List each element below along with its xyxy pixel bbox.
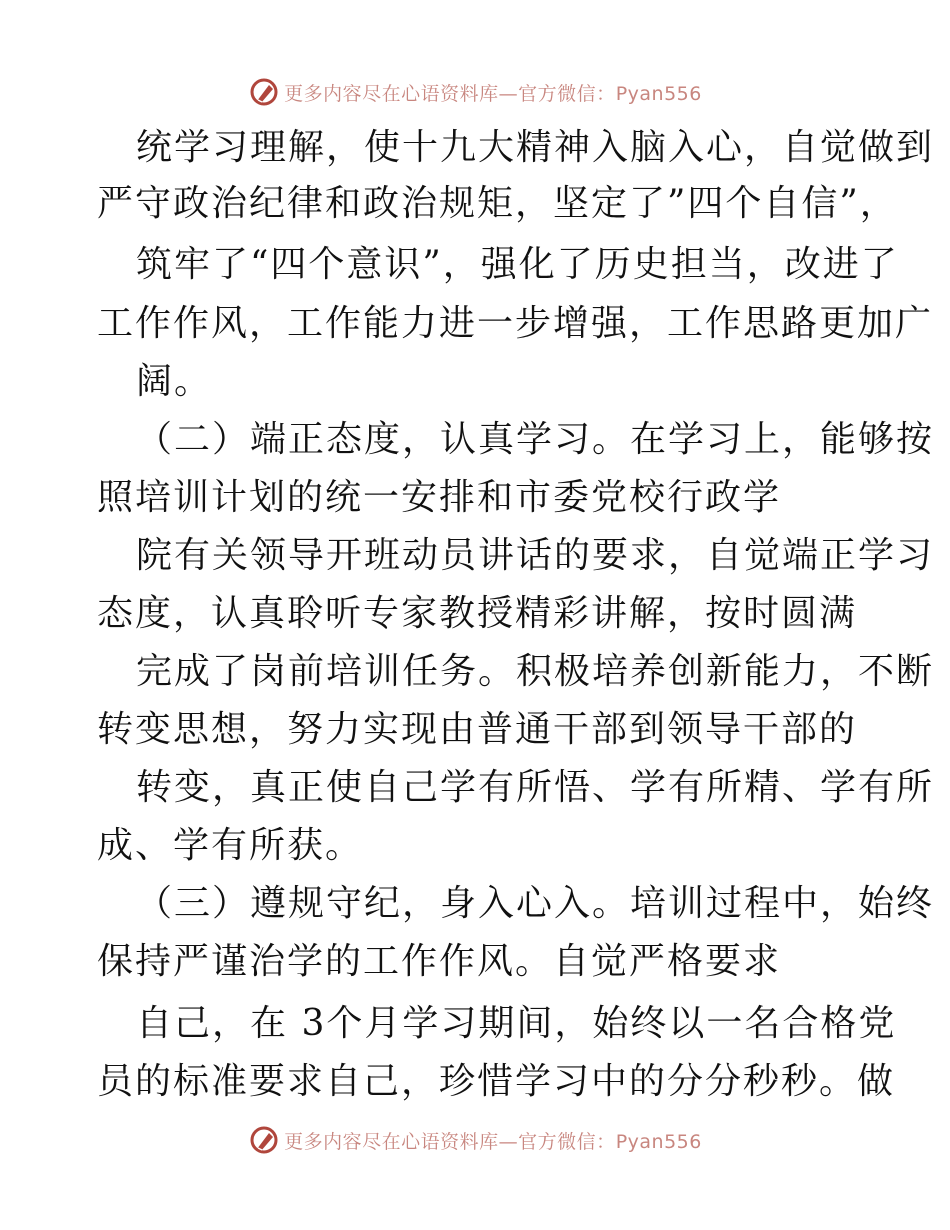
body-line: 保持严谨治学的工作作风。自觉严格要求: [97, 941, 782, 982]
footer-wechat-id: Pyan556: [615, 1130, 702, 1153]
header-wechat-label: 官方微信：: [518, 82, 616, 105]
body-line: 工作作风，工作能力进一步增强，工作思路更加广: [97, 303, 934, 344]
body-line: 转变思想，努力实现由普通干部到领导干部的: [97, 709, 858, 750]
body-line: （二）端正态度，认真学习。在学习上，能够按: [136, 419, 935, 460]
footer-watermark-text: [284, 1127, 702, 1154]
footer-wechat-label: 官方微信：: [518, 1130, 616, 1153]
body-line: 态度，认真聆听专家教授精彩讲解，按时圆满: [97, 593, 858, 634]
body-line: （三）遵规守纪，身入心入。培训过程中，始终: [136, 883, 935, 924]
body-line: 自己，在 3个月学习期间，始终以一名合格党: [136, 1003, 897, 1044]
body-line: 阔。: [136, 361, 213, 402]
body-line: 转变，真正使自己学有所悟、学有所精、学有所: [136, 767, 935, 808]
pen-nib-logo-icon: [248, 1124, 280, 1156]
footer-dash: —: [498, 1130, 519, 1153]
body-line: 照培训计划的统一安排和市委党校行政学: [97, 477, 782, 518]
body-line: 成、学有所获。: [97, 825, 364, 866]
header-brand-text: 更多内容尽在心语资料库: [284, 82, 499, 105]
footer-watermark: [0, 1120, 950, 1160]
body-line: 院有关领导开班动员讲话的要求，自觉端正学习: [136, 535, 935, 576]
pen-nib-logo-icon: [248, 76, 280, 108]
body-line: 筑牢了“四个意识”，强化了历史担当，改进了: [136, 244, 899, 285]
header-watermark: [0, 72, 950, 112]
body-line: 统学习理解，使十九大精神入脑入心，自觉做到: [136, 127, 935, 168]
header-dash: —: [498, 82, 519, 105]
header-wechat-id: Pyan556: [615, 82, 702, 105]
body-line: 严守政治纪律和政治规矩，坚定了”四个自信”，: [97, 183, 898, 224]
header-watermark-text: [284, 79, 702, 106]
footer-brand-text: 更多内容尽在心语资料库: [284, 1130, 499, 1153]
body-line: 员的标准要求自己，珍惜学习中的分分秒秒。做: [97, 1061, 896, 1102]
body-line: 完成了岗前培训任务。积极培养创新能力，不断: [136, 651, 935, 692]
